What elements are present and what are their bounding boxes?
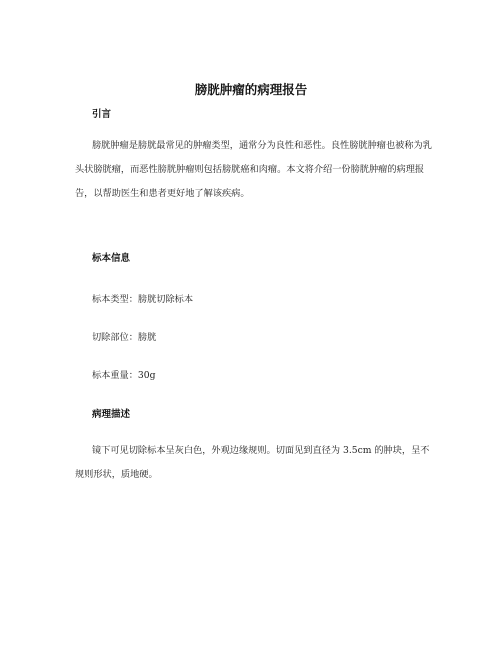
- intro-paragraph: 膀胱肿瘤是膀胱最常见的肿瘤类型，通常分为良性和恶性。良性膀胱肿瘤也被称为乳头状膀胱瘤，而恶性膀胱肿瘤则包括膀胱癌和肉瘤。本文将介绍一份膀胱肿瘤的病理报告，以帮助医生和患者更好地了解该疾病。: [75, 140, 432, 199]
- specimen-site: 切除部位：膀胱: [92, 332, 157, 343]
- document-title: 膀胱肿瘤的病理报告: [194, 82, 308, 97]
- section-heading-intro: 引言: [92, 109, 112, 120]
- pathology-paragraph: 镜下可见切除标本呈灰白色，外观边缘规则。切面见到直径为 3.5cm 的肿块，呈不规则形状，质地硬。: [75, 445, 430, 480]
- section-heading-pathology: 病理描述: [92, 409, 131, 420]
- section-heading-specimen: 标本信息: [92, 253, 131, 264]
- specimen-weight: 标本重量：30g: [92, 370, 156, 381]
- specimen-type: 标本类型：膀胱切除标本: [92, 294, 194, 305]
